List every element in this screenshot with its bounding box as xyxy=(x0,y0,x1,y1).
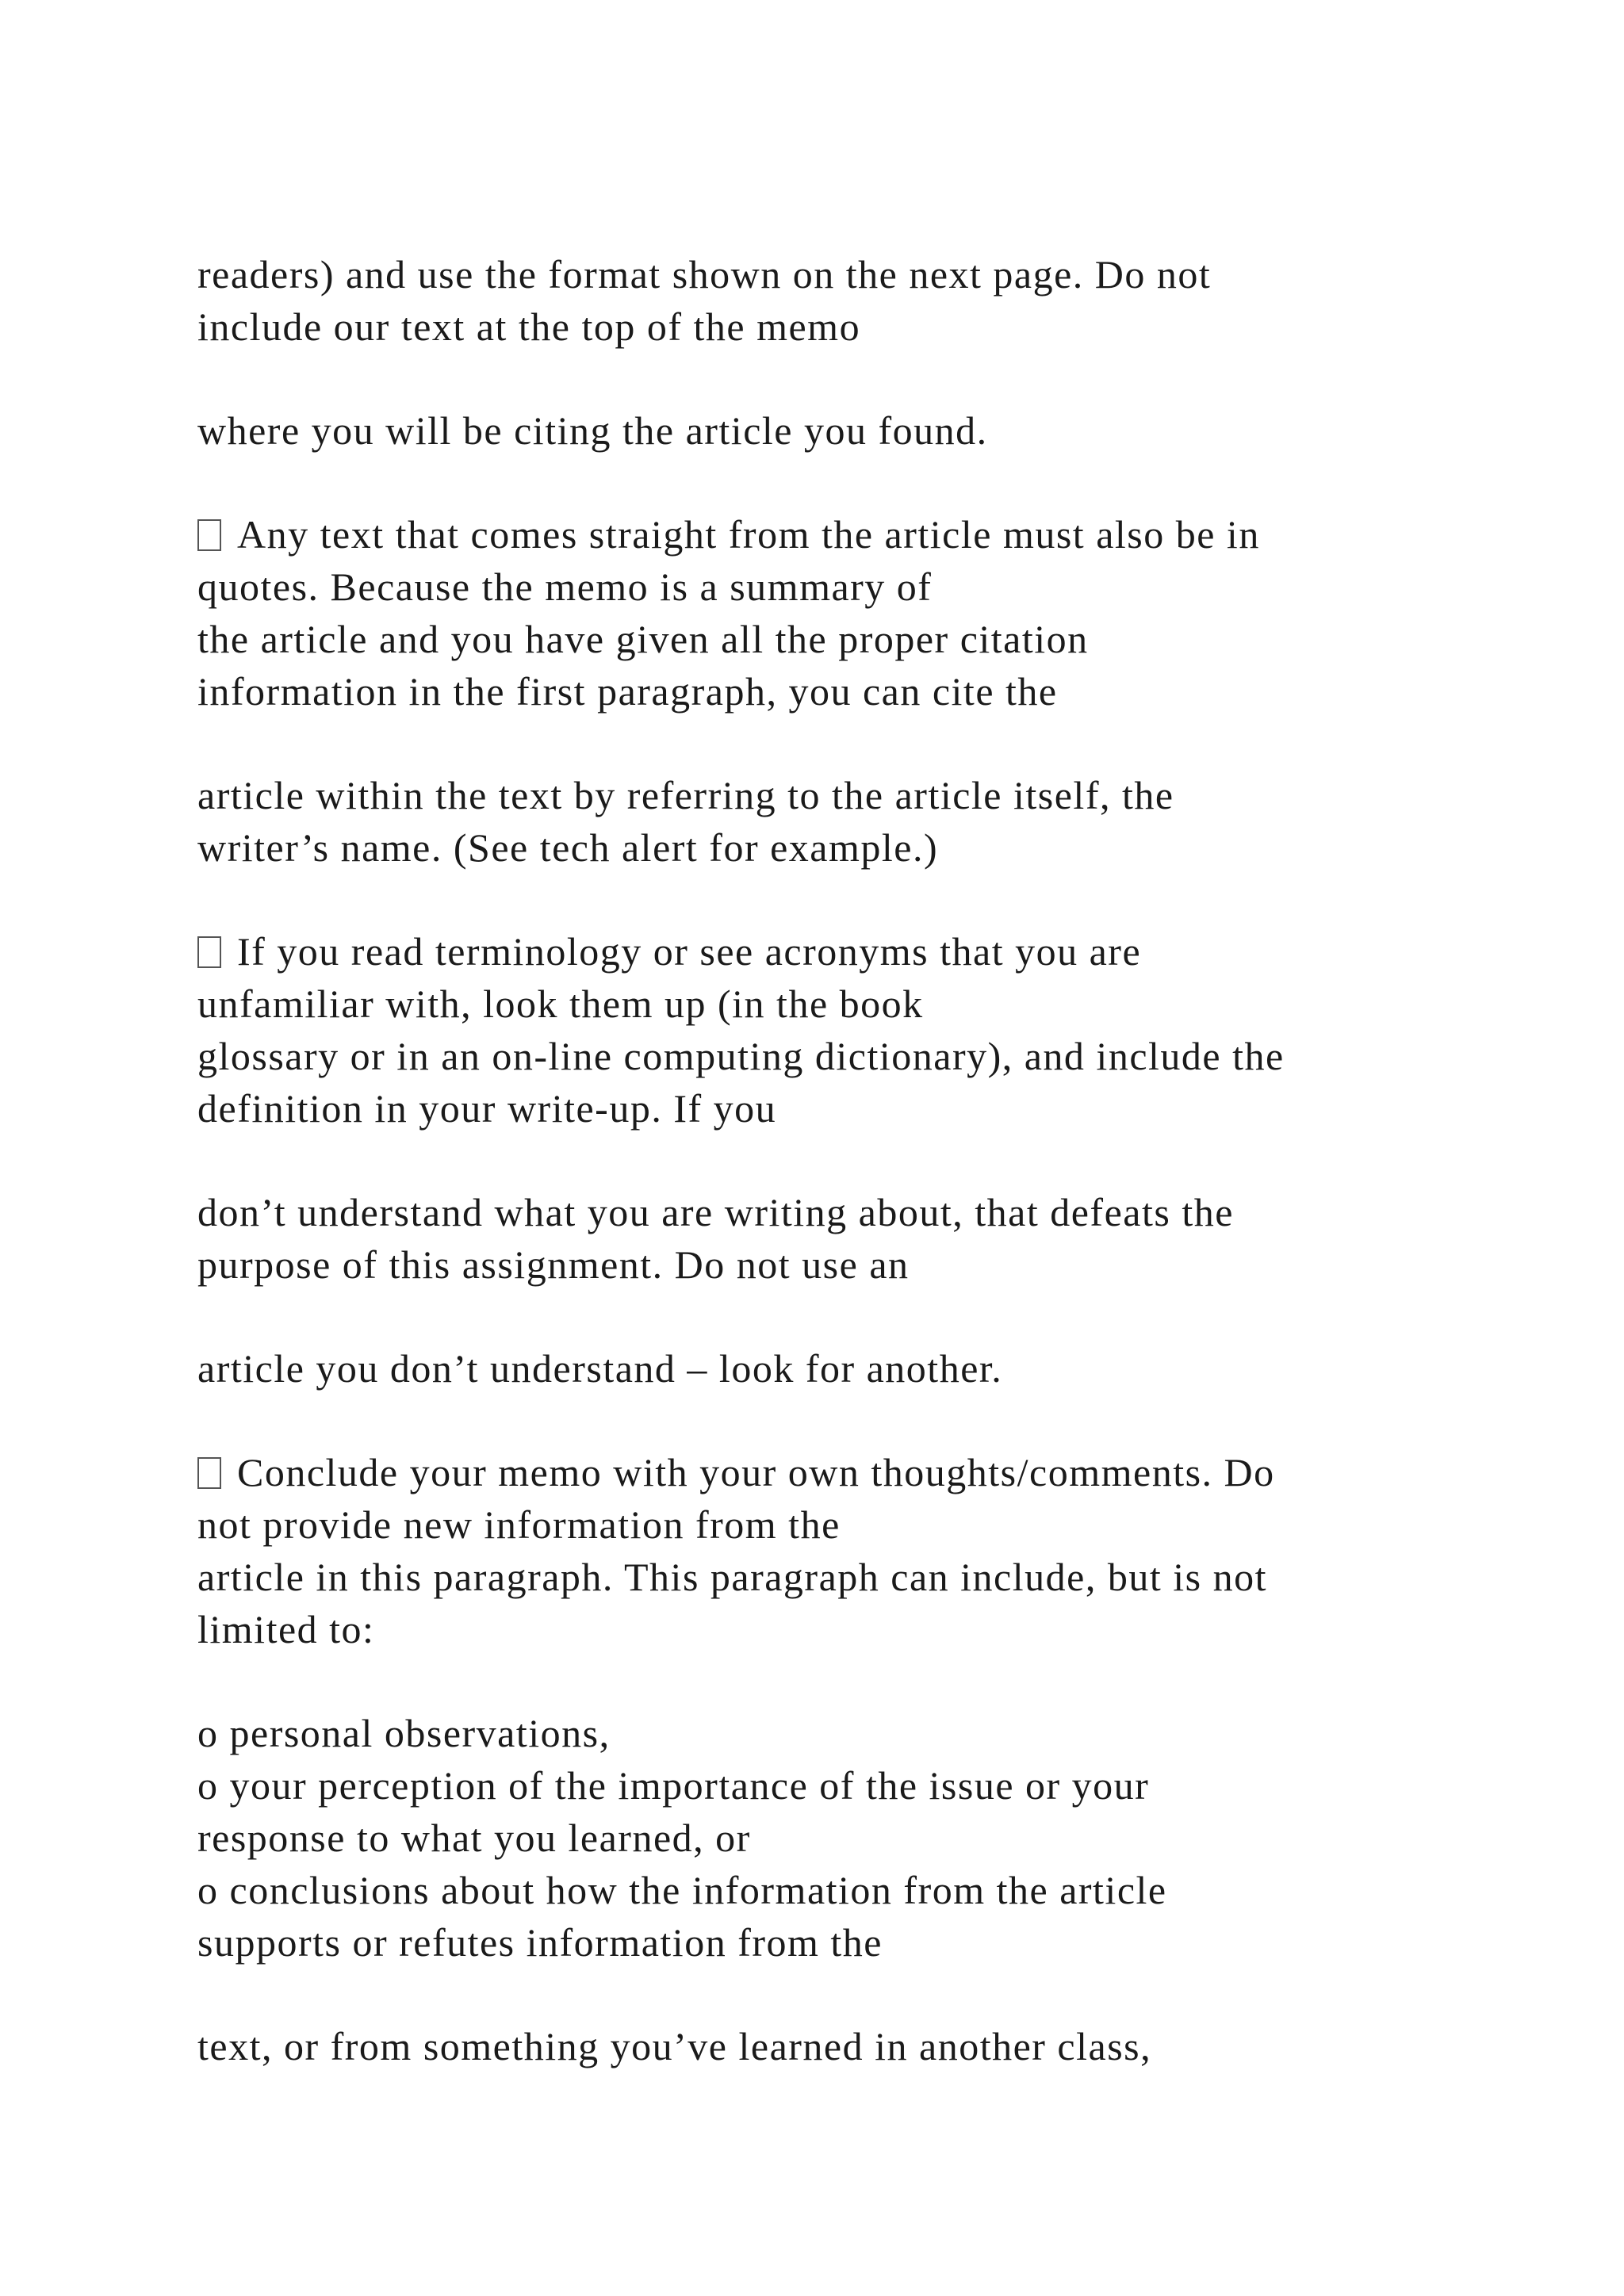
list-item: o your perception of the importance of the issue or your xyxy=(197,1763,1150,1808)
text-line: writer’s name. (See tech alert for example.) xyxy=(197,825,939,870)
list-item: o personal observations, xyxy=(197,1711,611,1755)
text-line: article within the text by referring to the article itself, the xyxy=(197,773,1174,817)
text-line: unfamiliar with, look them up (in the book xyxy=(197,982,924,1026)
text-line: include our text at the top of the memo xyxy=(197,304,861,349)
bullet-paragraph-line xyxy=(197,1446,1275,1498)
bullet-icon xyxy=(197,519,221,551)
bullet-paragraph-line xyxy=(197,508,1260,561)
bullet-paragraph-line xyxy=(197,925,1141,978)
list-item: o conclusions about how the information from the article xyxy=(197,1868,1167,1912)
bullet-icon xyxy=(197,936,221,968)
text-line: purpose of this assignment. Do not use an xyxy=(197,1242,910,1287)
text-line: response to what you learned, or xyxy=(197,1816,751,1860)
text-line: supports or refutes information from the xyxy=(197,1920,883,1965)
text-line: definition in your write-up. If you xyxy=(197,1086,777,1131)
text-line: information in the first paragraph, you can cite the xyxy=(197,669,1058,714)
text-span: If you read terminology or see acronyms that you are xyxy=(237,929,1142,974)
text-line: glossary or in an on-line computing dictionary), and include the xyxy=(197,1034,1285,1078)
text-span: Any text that comes straight from the article must also be in xyxy=(237,512,1260,557)
text-line: the article and you have given all the proper citation xyxy=(197,617,1089,661)
text-line: readers) and use the format shown on the next page. Do not xyxy=(197,252,1212,297)
text-line: limited to: xyxy=(197,1607,375,1651)
bullet-icon xyxy=(197,1457,221,1489)
text-line: not provide new information from the xyxy=(197,1502,841,1547)
text-line: quotes. Because the memo is a summary of xyxy=(197,564,933,609)
text-line: article you don’t understand – look for another. xyxy=(197,1346,1003,1391)
text-line: article in this paragraph. This paragraph can include, but is not xyxy=(197,1555,1267,1599)
text-line: text, or from something you’ve learned in another class, xyxy=(197,2024,1152,2068)
text-line: where you will be citing the article you found. xyxy=(197,408,988,453)
text-line: don’t understand what you are writing about, that defeats the xyxy=(197,1190,1234,1234)
text-span: Conclude your memo with your own thoughts/comments. Do xyxy=(237,1450,1275,1494)
